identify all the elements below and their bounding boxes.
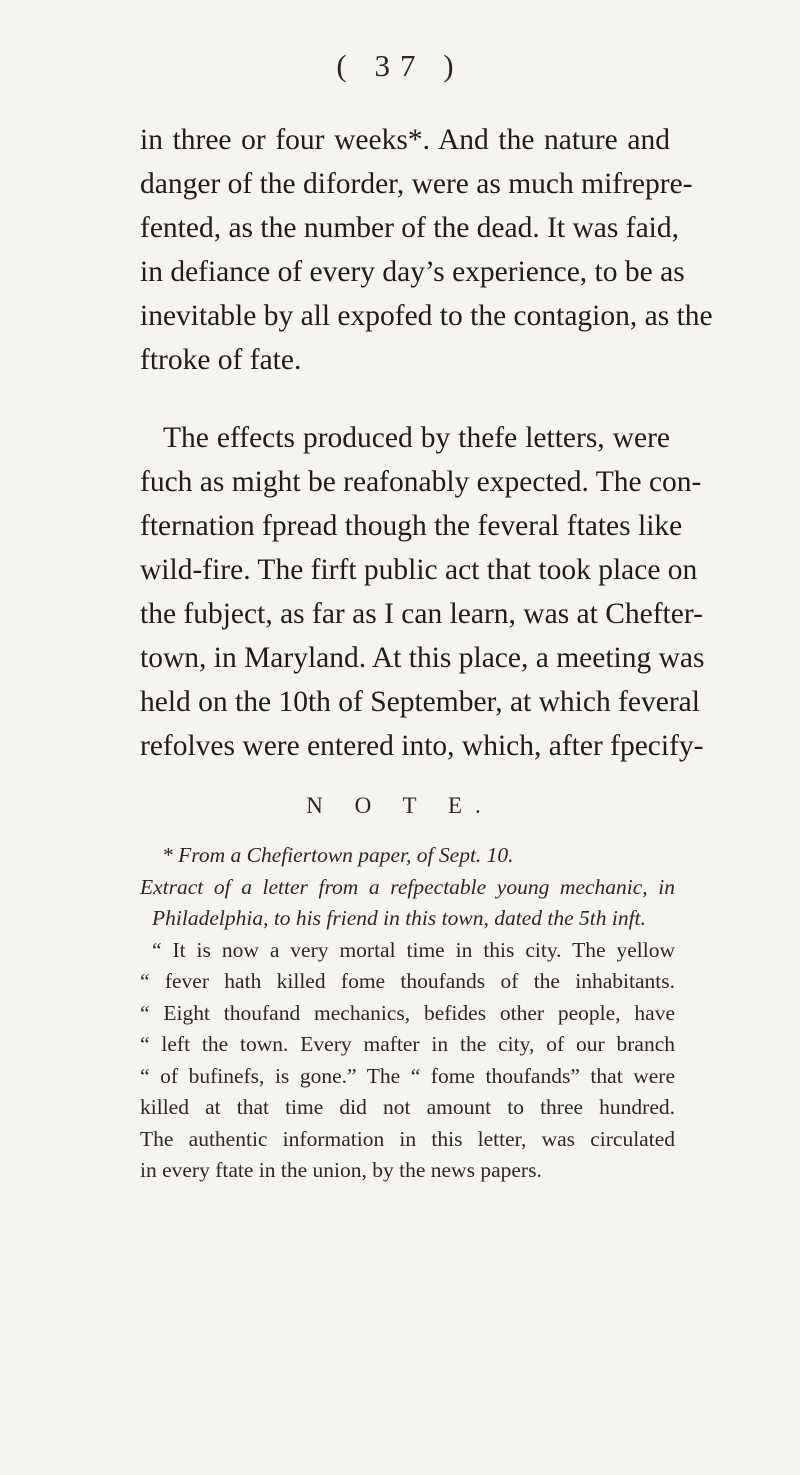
footnote-quote-line: “ Eight thoufand mechanics, befides other people, have: [140, 1000, 675, 1025]
page-number: ( 37 ): [336, 48, 464, 83]
text-line: inevitable by all expofed to the contagion, as the: [140, 300, 713, 332]
text-line: held on the 10th of September, at which feveral: [140, 686, 700, 718]
footnote-quote-line: “ of bufinefs, is gone.” The “ fome thoufands” that were: [140, 1063, 675, 1088]
footnote-quote-line: “ left the town. Every mafter in the city, of our branch: [140, 1032, 675, 1056]
footnote-extract-line: Extract of a letter from a refpectable young mechanic, in: [140, 874, 675, 899]
note-heading: N O T E.: [306, 793, 494, 818]
text-line: refolves were entered into, which, after fpecify-: [140, 730, 704, 762]
text-line: fented, as the number of the dead. It was faid,: [140, 212, 679, 244]
footnote-source: * From a Chefiertown paper, of Sept. 10.: [162, 843, 514, 867]
footnote: [140, 840, 675, 1187]
footnote-quote-line: killed at that time did not amount to three hundred.: [140, 1095, 675, 1119]
text-line: wild-fire. The firft public act that took place on: [140, 554, 698, 586]
footnote-quote-line: in every ftate in the union, by the news papers.: [140, 1158, 542, 1182]
text-line: The effects produced by thefe letters, were: [163, 422, 670, 454]
text-line: the fubject, as far as I can learn, was at Chefter-: [140, 598, 703, 630]
footnote-extract-line: Philadelphia, to his friend in this town, dated the 5th inft.: [152, 906, 646, 930]
footnote-quote-line: “ It is now a very mortal time in this city. The yellow: [152, 937, 675, 962]
text-line: fuch as might be reafonably expected. The con-: [140, 466, 702, 498]
text-line: fternation fpread though the feveral ftates like: [140, 510, 683, 542]
text-line: in defiance of every day’s experience, to be as: [140, 256, 685, 288]
main-text: [140, 118, 713, 768]
paragraph-gap: [140, 382, 670, 416]
text-line: town, in Maryland. At this place, a meeting was: [140, 642, 705, 674]
text-line: danger of the diforder, were as much mifrepre-: [140, 168, 693, 200]
text-line: in three or four weeks*. And the nature and: [140, 124, 670, 156]
text-line: ftroke of fate.: [140, 344, 302, 376]
footnote-quote-line: The authentic information in this letter, was circulated: [140, 1126, 675, 1151]
footnote-quote-line: “ fever hath killed fome thoufands of the inhabitants.: [140, 969, 675, 993]
